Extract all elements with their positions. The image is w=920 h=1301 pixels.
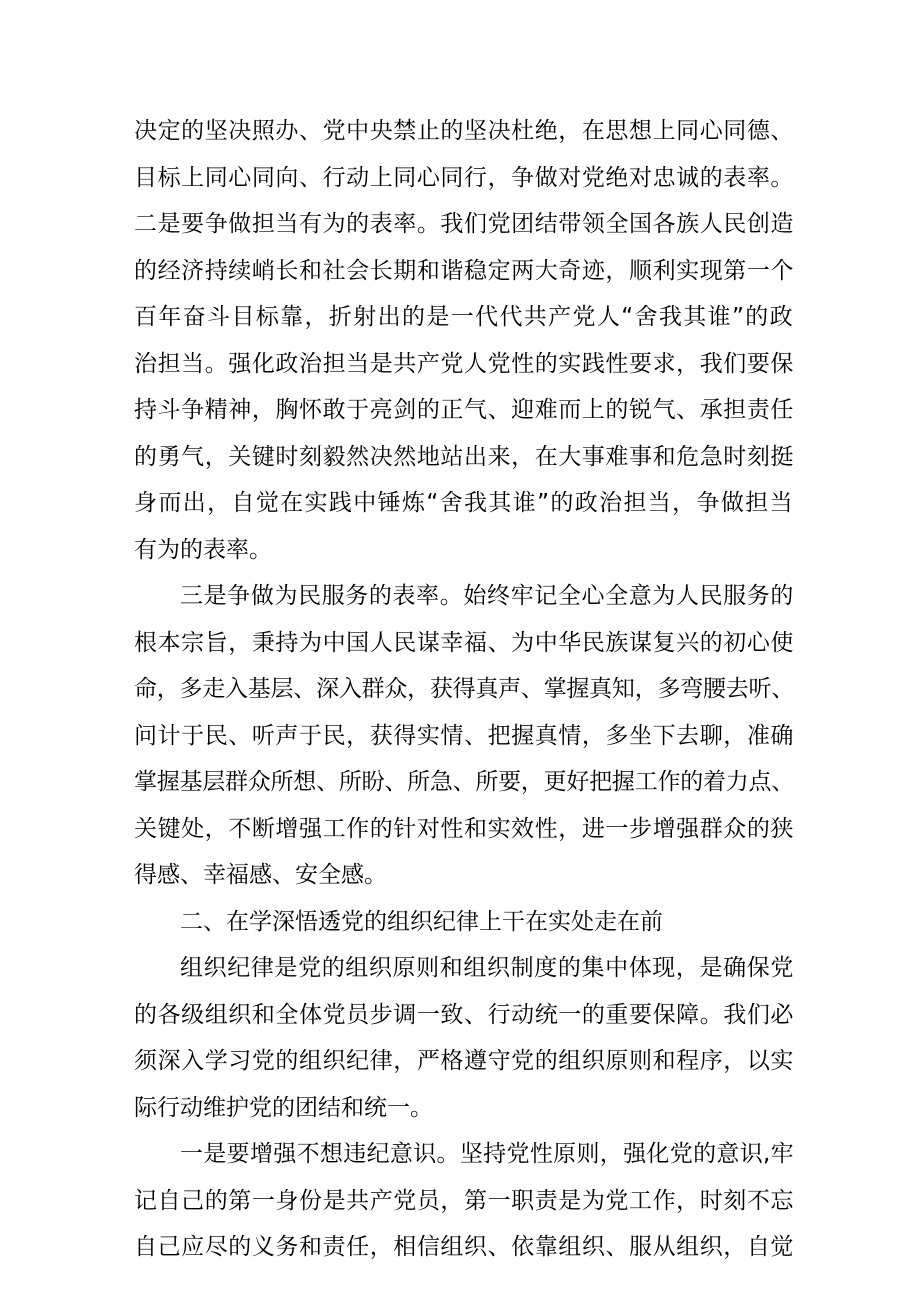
text-line: 的勇气，关键时刻毅然决然地站出来，在大事难事和危急时刻挺: [134, 443, 794, 470]
text-line: 记自己的第一身份是共产党员，第一职责是为党工作，时刻不忘: [134, 1187, 794, 1214]
text-line: 须深入学习党的组织纪律，严格遵守党的组织原则和程序，以实: [134, 1048, 794, 1074]
text-line: 命，多走入基层、深入群众，获得真声、掌握真知，多弯腰去听、: [134, 676, 794, 702]
document-body: [134, 108, 794, 1271]
text-line: 自己应尽的义务和责任，相信组织、依靠组织、服从组织，自觉: [134, 1234, 794, 1260]
text-line: 有为的表率。: [134, 536, 272, 563]
text-line: 根本宗旨，秉持为中国人民谋幸福、为中华民族谋复兴的初心使: [134, 629, 794, 656]
text-line: 一是要增强不想违纪意识。坚持党性原则，强化党的意识,牢: [180, 1141, 794, 1167]
text-line: 决定的坚决照办、党中央禁止的坚决杜绝，在思想上同心同德、: [134, 118, 794, 144]
text-line: 持斗争精神，胸怀敢于亮剑的正气、迎难而上的锐气、承担责任: [134, 397, 794, 423]
text-line: 际行动维护党的团结和统一。: [134, 1094, 433, 1121]
text-line: 的各级组织和全体党员步调一致、行动统一的重要保障。我们必: [134, 1001, 794, 1028]
text-line: 问计于民、听声于民，获得实情、把握真情，多坐下去聊，准确: [134, 722, 794, 749]
text-line: 百年奋斗目标靠，折射出的是一代代共产党人“舍我其谁”的政: [134, 304, 794, 330]
text-line: 关键处，不断增强工作的针对性和实效性，进一步增强群众的狭: [134, 815, 794, 842]
text-line: 组织纪律是党的组织原则和组织制度的集中体现，是确保党: [180, 955, 794, 981]
text-line: 目标上同心同向、行动上同心同行，争做对党绝对忠诚的表率。: [134, 164, 794, 191]
text-line: 三是争做为民服务的表率。始终牢记全心全意为人民服务的: [180, 583, 794, 609]
text-line: 的经济持续峭长和社会长期和谐稳定两大奇迹，顺利实现第一个: [134, 257, 794, 284]
text-line: 治担当。强化政治担当是共产党人党性的实践性要求，我们要保: [134, 350, 794, 377]
text-line: 二、在学深悟透党的组织纪律上干在实处走在前: [180, 908, 663, 935]
text-line: 身而出，自觉在实践中锤炼“舍我其谁”的政治担当，争做担当: [134, 490, 794, 516]
text-line: 得感、幸福感、安全感。: [134, 862, 387, 888]
text-line: 二是要争做担当有为的表率。我们党团结带领全国各族人民创造: [134, 211, 794, 237]
text-line: 掌握基层群众所想、所盼、所急、所要，更好把握工作的着力点、: [134, 769, 794, 795]
